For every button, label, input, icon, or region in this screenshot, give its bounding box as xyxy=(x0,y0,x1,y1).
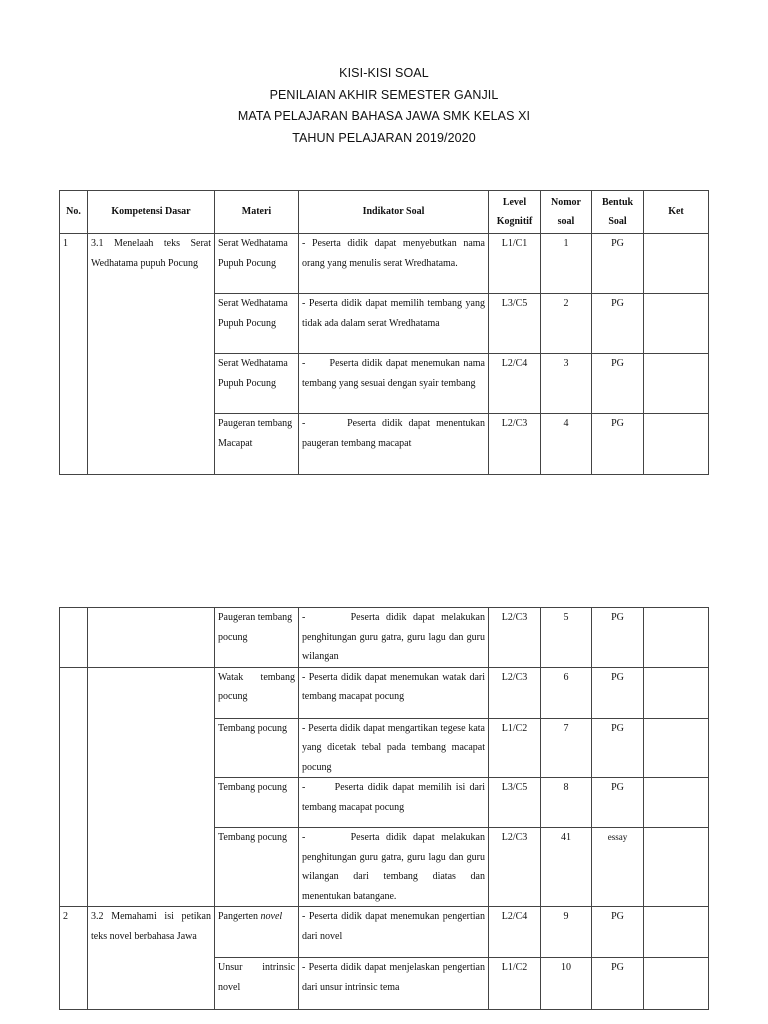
kompetensi-dasar-empty xyxy=(88,667,215,907)
nomor-cell: 5 xyxy=(541,608,592,668)
bentuk-cell: PG xyxy=(592,667,644,718)
materi-cell: Paugeran tembang pocung xyxy=(215,608,299,668)
indikator-cell: - Peserta didik dapat memilih tembang yang tidak ada dalam serat Wredhatama xyxy=(299,294,489,354)
bentuk-cell: PG xyxy=(592,907,644,958)
col-header-kd: Kompetensi Dasar xyxy=(88,191,215,234)
level-cell: L2/C3 xyxy=(489,414,541,475)
materi-cell: Tembang pocung xyxy=(215,778,299,828)
ket-cell xyxy=(644,354,709,414)
indikator-cell: - Peserta didik dapat menemukan watak dari tembang macapat pocung xyxy=(299,667,489,718)
ket-cell xyxy=(644,718,709,778)
kompetensi-dasar-empty xyxy=(88,608,215,668)
ket-cell xyxy=(644,907,709,958)
indikator-cell: - Peserta didik dapat mengartikan tegese kata yang dicetak tebal pada tembang macapat pocung xyxy=(299,718,489,778)
col-header-indikator: Indikator Soal xyxy=(299,191,489,234)
materi-cell: Watak tembang pocung xyxy=(215,667,299,718)
level-cell: L2/C3 xyxy=(489,608,541,668)
level-cell: L2/C3 xyxy=(489,828,541,907)
materi-cell: Serat Wedhatama Pupuh Pocung xyxy=(215,354,299,414)
table-header-row xyxy=(60,191,709,234)
nomor-cell: 8 xyxy=(541,778,592,828)
level-cell: L2/C4 xyxy=(489,907,541,958)
ket-cell xyxy=(644,778,709,828)
materi-italic: novel xyxy=(260,911,283,922)
level-cell: L1/C1 xyxy=(489,234,541,294)
bentuk-cell: PG xyxy=(592,778,644,828)
nomor-cell: 4 xyxy=(541,414,592,475)
nomor-cell: 6 xyxy=(541,667,592,718)
level-cell: L2/C3 xyxy=(489,667,541,718)
col-header-materi: Materi xyxy=(215,191,299,234)
doc-subtitle-year: TAHUN PELAJARAN 2019/2020 xyxy=(292,131,476,145)
nomor-cell: 3 xyxy=(541,354,592,414)
materi-cell: Serat Wedhatama Pupuh Pocung xyxy=(215,294,299,354)
materi-cell xyxy=(215,907,299,958)
materi-cell: Unsur intrinsic novel xyxy=(215,958,299,1010)
kisi-table-part2 xyxy=(59,607,709,1010)
nomor-cell: 7 xyxy=(541,718,592,778)
bentuk-cell: PG xyxy=(592,718,644,778)
ket-cell xyxy=(644,958,709,1010)
table-row xyxy=(60,608,709,668)
doc-subtitle-exam: PENILAIAN AKHIR SEMESTER GANJIL xyxy=(269,88,499,102)
materi-cell: Tembang pocung xyxy=(215,718,299,778)
col-header-nomor: Nomor soal xyxy=(541,191,592,234)
col-header-no: No. xyxy=(60,191,88,234)
materi-cell: Serat Wedhatama Pupuh Pocung xyxy=(215,234,299,294)
nomor-cell: 1 xyxy=(541,234,592,294)
table-row xyxy=(60,667,709,718)
indikator-cell: - Peserta didik dapat menjelaskan pengertian dari unsur intrinsic tema xyxy=(299,958,489,1010)
kompetensi-dasar: 3.1 Menelaah teks Serat Wedhatama pupuh Pocung xyxy=(88,234,215,475)
table-row xyxy=(60,907,709,958)
indikator-cell: - Peserta didik dapat menemukan pengertian dari novel xyxy=(299,907,489,958)
nomor-cell: 9 xyxy=(541,907,592,958)
ket-cell xyxy=(644,294,709,354)
indikator-cell: - Peserta didik dapat menemukan nama tembang yang sesuai dengan syair tembang xyxy=(299,354,489,414)
row-number: 2 xyxy=(60,907,88,1010)
col-header-level: Level Kognitif xyxy=(489,191,541,234)
bentuk-cell: PG xyxy=(592,234,644,294)
indikator-cell: - Peserta didik dapat memilih isi dari tembang macapat pocung xyxy=(299,778,489,828)
indikator-cell: - Peserta didik dapat melakukan penghitungan guru gatra, guru lagu dan guru wilangan xyxy=(299,608,489,668)
ket-cell xyxy=(644,414,709,475)
bentuk-cell: PG xyxy=(592,958,644,1010)
doc-subtitle-subject: MATA PELAJARAN BAHASA JAWA SMK KELAS XI xyxy=(237,109,531,123)
nomor-cell: 10 xyxy=(541,958,592,1010)
indikator-cell: - Peserta didik dapat menentukan paugeran tembang macapat xyxy=(299,414,489,475)
level-cell: L3/C5 xyxy=(489,778,541,828)
nomor-cell: 41 xyxy=(541,828,592,907)
table-row xyxy=(60,234,709,294)
row-number-empty xyxy=(60,667,88,907)
level-cell: L1/C2 xyxy=(489,718,541,778)
row-number: 1 xyxy=(60,234,88,475)
col-header-ket: Ket xyxy=(644,191,709,234)
level-cell: L2/C4 xyxy=(489,354,541,414)
col-header-bentuk: Bentuk Soal xyxy=(592,191,644,234)
ket-cell xyxy=(644,828,709,907)
materi-prefix: Pangerten xyxy=(218,911,261,922)
bentuk-cell: PG xyxy=(592,608,644,668)
bentuk-cell: PG xyxy=(592,294,644,354)
bentuk-cell: PG xyxy=(592,414,644,475)
kompetensi-dasar: 3.2 Memahami isi petikan teks novel berbahasa Jawa xyxy=(88,907,215,1010)
row-number-empty xyxy=(60,608,88,668)
indikator-cell: - Peserta didik dapat melakukan penghitungan guru gatra, guru lagu dan guru wilangan dari tembang diatas dan menentukan batangane. xyxy=(299,828,489,907)
ket-cell xyxy=(644,667,709,718)
materi-cell: Tembang pocung xyxy=(215,828,299,907)
bentuk-cell: essay xyxy=(592,828,644,907)
kisi-table-part1 xyxy=(59,190,709,475)
bentuk-cell: PG xyxy=(592,354,644,414)
level-cell: L1/C2 xyxy=(489,958,541,1010)
nomor-cell: 2 xyxy=(541,294,592,354)
doc-title: KISI-KISI SOAL xyxy=(339,66,429,80)
ket-cell xyxy=(644,608,709,668)
ket-cell xyxy=(644,234,709,294)
level-cell: L3/C5 xyxy=(489,294,541,354)
materi-cell: Paugeran tembang Macapat xyxy=(215,414,299,475)
indikator-cell: - Peserta didik dapat menyebutkan nama orang yang menulis serat Wredhatama. xyxy=(299,234,489,294)
